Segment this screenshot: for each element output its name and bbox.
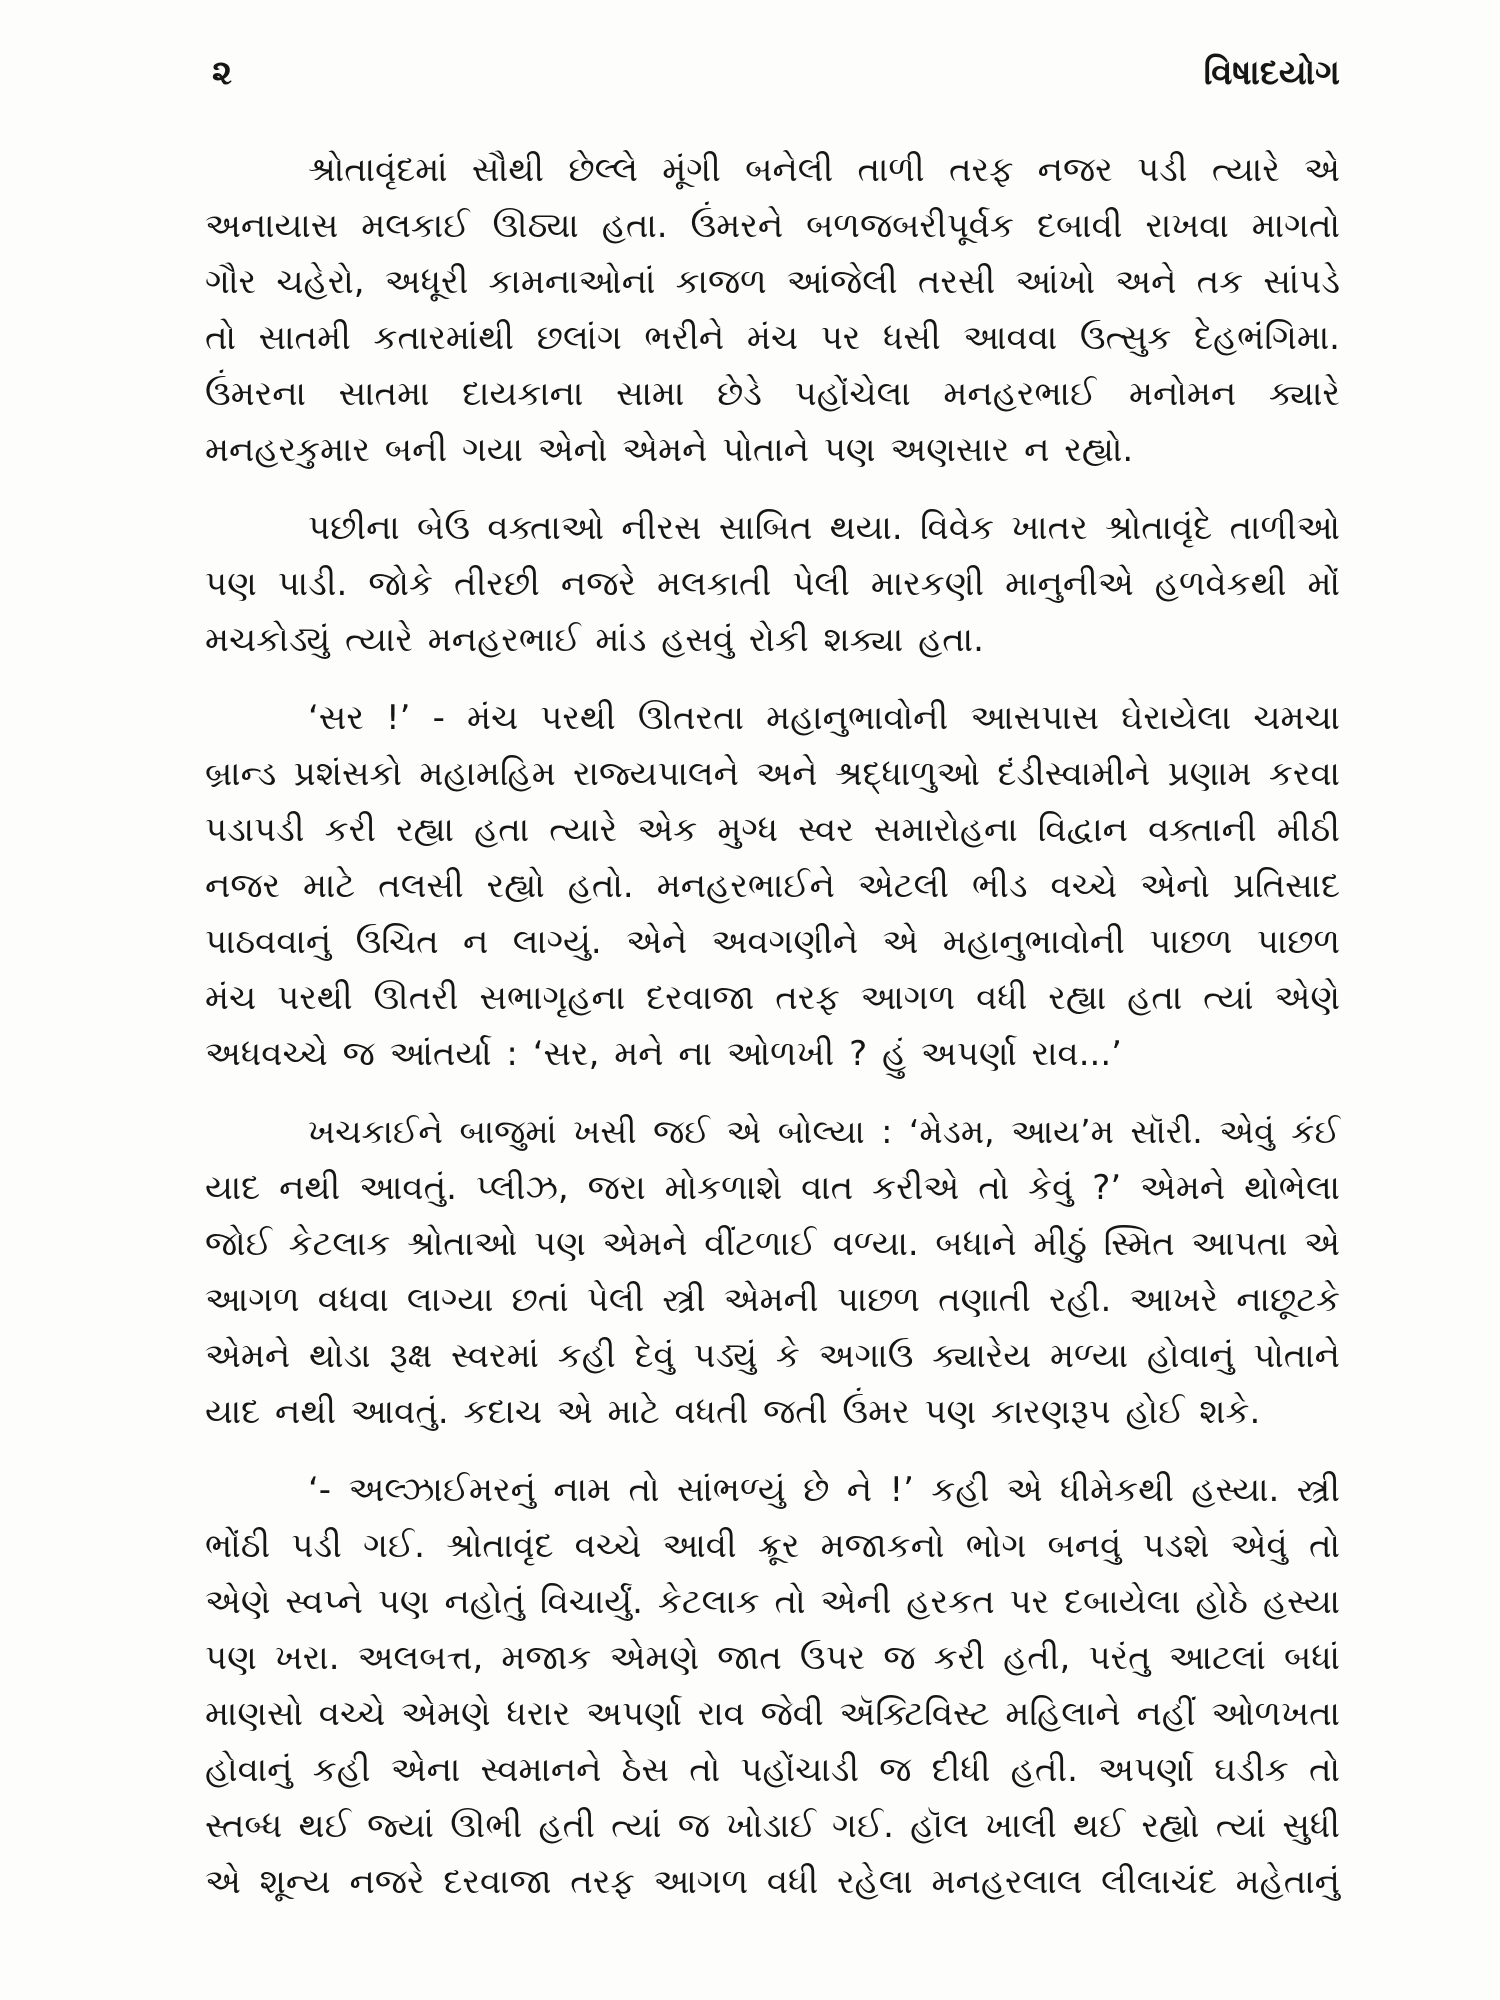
text-line: પણ ખરા. અલબત્ત, મજાક એમણે જાત ઉપર જ કરી હતી, પરંતુ આટલાં બધાં	[205, 1638, 1340, 1678]
text-line: આગળ વધવા લાગ્યા છતાં પેલી સ્ત્રી એમની પાછળ તણાતી રહી. આખરે નાછૂટકે	[205, 1280, 1340, 1320]
paragraph	[205, 1462, 1340, 1910]
text-line: એમને થોડા રૂક્ષ સ્વરમાં કહી દેવું પડ્યું કે અગાઉ ક્યારેય મળ્યા હોવાનું પોતાને	[205, 1336, 1340, 1376]
text-line: માણસો વચ્ચે એમણે ધરાર અપર્ણા રાવ જેવી ઍક્ટિવિસ્ટ મહિલાને નહીં ઓળખતા	[205, 1694, 1340, 1734]
running-title: વિષાદયોગ	[1203, 53, 1340, 93]
text-line: જોઈ કેટલાક શ્રોતાઓ પણ એમને વીંટળાઈ વળ્યા. બધાને મીઠું સ્મિત આપતા એ	[205, 1224, 1340, 1264]
text-line: ‘- અલ્ઝાઈમરનું નામ તો સાંભળ્યું છે ને !’ કહી એ ધીમેકથી હસ્યા. સ્ત્રી	[308, 1470, 1340, 1510]
text-line: મચકોડ્યું ત્યારે મનહરભાઈ માંડ હસવું રોકી શક્યા હતા.	[205, 620, 984, 660]
text-line: સ્તબ્ધ થઈ જ્યાં ઊભી હતી ત્યાં જ ખોડાઈ ગઈ. હૉલ ખાલી થઈ રહ્યો ત્યાં સુધી	[205, 1806, 1340, 1846]
text-line: ભોંઠી પડી ગઈ. શ્રોતાવૃંદ વચ્ચે આવી ક્રૂર મજાકનો ભોગ બનવું પડશે એવું તો	[205, 1526, 1340, 1566]
text-line: ગૌર ચહેરો, અધૂરી કામનાઓનાં કાજળ આંજેલી તરસી આંખો અને તક સાંપડે	[205, 262, 1340, 302]
body-text	[205, 142, 1340, 1910]
text-line: ખચકાઈને બાજુમાં ખસી જઈ એ બોલ્યા : ‘મેડમ, આય’મ સૉરી. એવું કંઈ	[308, 1112, 1340, 1151]
text-line: પડાપડી કરી રહ્યા હતા ત્યારે એક મુગ્ધ સ્વર સમારોહના વિદ્વાન વક્તાની મીઠી	[205, 810, 1340, 850]
text-line: પાઠવવાનું ઉચિત ન લાગ્યું. એને અવગણીને એ મહાનુભાવોની પાછળ પાછળ	[205, 922, 1340, 962]
text-line: એણે સ્વપ્ને પણ નહોતું વિચાર્યું. કેટલાક તો એની હરકત પર દબાયેલા હોઠે હસ્યા	[205, 1582, 1340, 1622]
text-line: તો સાતમી કતારમાંથી છલાંગ ભરીને મંચ પર ધસી આવવા ઉત્સુક દેહભંગિમા.	[205, 318, 1340, 358]
paragraph	[205, 1104, 1340, 1440]
text-line: નજર માટે તલસી રહ્યો હતો. મનહરભાઈને એટલી ભીડ વચ્ચે એનો પ્રતિસાદ	[205, 866, 1340, 906]
page-header	[205, 46, 1340, 100]
text-line: શ્રોતાવૃંદમાં સૌથી છેલ્લે મૂંગી બનેલી તાળી તરફ નજર પડી ત્યારે એ	[308, 150, 1340, 190]
text-line: હોવાનું કહી એના સ્વમાનને ઠેસ તો પહોંચાડી જ દીધી હતી. અપર્ણા ઘડીક તો	[205, 1750, 1340, 1790]
text-line: અધવચ્ચે જ આંતર્યા : ‘સર, મને ના ઓળખી ? હું અપર્ણા રાવ...’	[205, 1034, 1122, 1074]
text-line: અનાયાસ મલકાઈ ઊઠ્યા હતા. ઉંમરને બળજબરીપૂર્વક દબાવી રાખવા માગતો	[205, 206, 1340, 246]
text-line: ‘સર !’ - મંચ પરથી ઊતરતા મહાનુભાવોની આસપાસ ઘેરાયેલા ચમચા	[308, 698, 1340, 738]
paragraph	[205, 500, 1340, 668]
text-line: મંચ પરથી ઊતરી સભાગૃહના દરવાજા તરફ આગળ વધી રહ્યા હતા ત્યાં એણે	[205, 978, 1340, 1018]
paragraph	[205, 142, 1340, 478]
text-line: બ્રાન્ડ પ્રશંસકો મહામહિમ રાજ્યપાલને અને શ્રદ્ધાળુઓ દંડીસ્વામીને પ્રણામ કરવા	[205, 754, 1340, 794]
text-line: પણ પાડી. જોકે તીરછી નજરે મલકાતી પેલી મારકણી માનુનીએ હળવેકથી મોં	[205, 564, 1340, 604]
text-line: મનહરકુમાર બની ગયા એનો એમને પોતાને પણ અણસાર ન રહ્યો.	[205, 430, 1134, 470]
text-line: ઉંમરના સાતમા દાયકાના સામા છેડે પહોંચેલા મનહરભાઈ મનોમન ક્યારે	[205, 374, 1340, 414]
text-line: પછીના બેઉ વક્તાઓ નીરસ સાબિત થયા. વિવેક ખાતર શ્રોતાવૃંદે તાળીઓ	[308, 508, 1340, 548]
paragraph	[205, 690, 1340, 1082]
text-line: એ શૂન્ય નજરે દરવાજા તરફ આગળ વધી રહેલા મનહરલાલ લીલાચંદ મહેતાનું	[205, 1862, 1340, 1902]
text-line: યાદ નથી આવતું. પ્લીઝ, જરા મોકળાશે વાત કરીએ તો કેવું ?’ એમને થોભેલા	[205, 1168, 1340, 1208]
page-number: ૨	[212, 53, 232, 93]
text-line: યાદ નથી આવતું. કદાચ એ માટે વધતી જતી ઉંમર પણ કારણરૂપ હોઈ શકે.	[205, 1392, 1261, 1432]
